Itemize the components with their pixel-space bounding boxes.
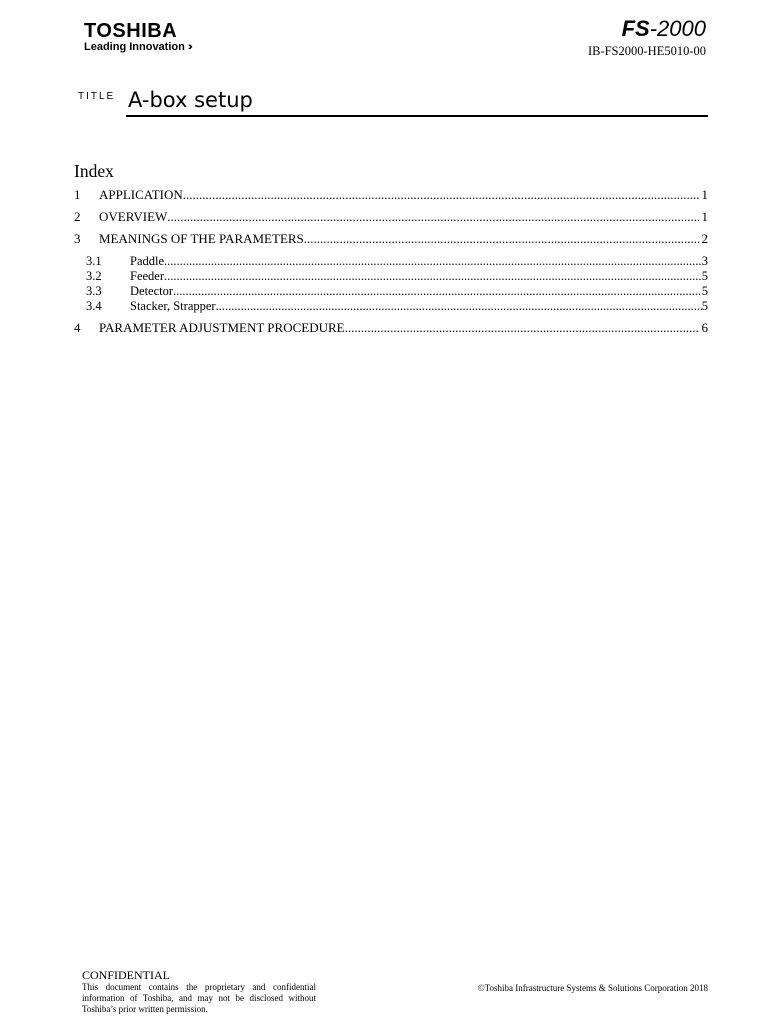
toc-number: 3.3	[86, 284, 102, 298]
toc-label: MEANINGS OF THE PARAMETERS	[99, 231, 304, 246]
title-label: TITLE	[78, 91, 116, 102]
document-id: IB-FS2000-HE5010-00	[587, 44, 706, 58]
brand-logo: TOSHIBA	[84, 20, 178, 42]
toc-number: 2	[74, 209, 81, 224]
toc-leader	[167, 209, 698, 225]
toc-entry-paddle[interactable]	[86, 253, 708, 269]
product-name	[622, 16, 706, 42]
toc-label: Feeder	[130, 269, 165, 283]
toc-entry-stacker-strapper[interactable]	[86, 298, 708, 314]
brand-tagline	[84, 41, 190, 54]
toc-number: 3.4	[86, 299, 102, 313]
toc-page: 1	[701, 209, 708, 224]
page-title: A-box setup	[128, 88, 253, 112]
product-suffix: -2000	[649, 16, 706, 41]
confidential-notice: This document contains the proprietary and confidential information of Toshiba, and may not be disclosed without Toshiba’s prior written permission.	[82, 982, 316, 1014]
toc-page: 5	[701, 269, 708, 283]
title-underline	[126, 115, 708, 117]
toc-page: 5	[701, 299, 708, 313]
toc-number: 3.1	[86, 254, 102, 268]
toc-leader	[173, 283, 702, 299]
toc-page: 1	[701, 187, 708, 202]
product-prefix: FS	[621, 16, 650, 41]
toc-number: 1	[74, 187, 81, 202]
toc-entry-application[interactable]	[74, 187, 708, 203]
toc-number: 3.2	[86, 269, 102, 283]
toc-leader	[164, 253, 702, 269]
toc-label: PARAMETER ADJUSTMENT PROCEDURE	[99, 320, 345, 335]
toc-leader	[345, 320, 699, 336]
chevrons-icon: ›››	[187, 41, 190, 53]
toc-leader	[183, 187, 699, 203]
toc-entry-adjustment[interactable]	[74, 320, 708, 336]
copyright-notice: ©Toshiba Infrastructure Systems & Solutions Corporation 2018	[477, 983, 708, 993]
toc-page: 2	[701, 231, 708, 246]
toc-leader	[216, 298, 702, 314]
index-heading: Index	[74, 161, 114, 181]
toc-label: APPLICATION	[99, 187, 183, 202]
toc-entry-meanings[interactable]	[74, 231, 708, 247]
toc-label: Paddle	[130, 254, 165, 268]
confidential-title: CONFIDENTIAL	[82, 968, 170, 982]
toc-label: OVERVIEW	[99, 209, 168, 224]
toc-leader	[164, 268, 702, 284]
toc-page: 3	[701, 254, 708, 268]
toc-leader	[304, 231, 699, 247]
toc-number: 3	[74, 231, 81, 246]
toc-label: Detector	[130, 284, 174, 298]
toc-entry-overview[interactable]	[74, 209, 708, 225]
toc-page: 5	[701, 284, 708, 298]
toc-entry-detector[interactable]	[86, 283, 708, 299]
toc-label: Stacker, Strapper	[130, 299, 216, 313]
toc-page: 6	[701, 320, 708, 335]
toc-number: 4	[74, 320, 81, 335]
tagline-text: Leading Innovation	[84, 41, 185, 53]
toc-entry-feeder[interactable]	[86, 268, 708, 284]
